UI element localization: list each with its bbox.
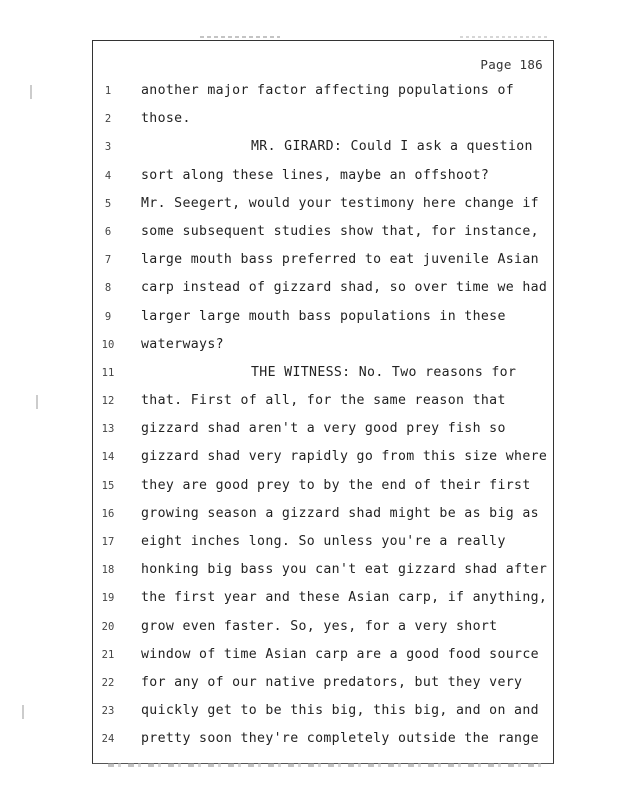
transcript-line bbox=[93, 697, 553, 725]
line-text: larger large mouth bass populations in these bbox=[141, 308, 506, 324]
line-number: 12 bbox=[101, 395, 115, 408]
line-text: THE WITNESS: No. Two reasons for bbox=[251, 364, 517, 380]
transcript-line bbox=[93, 190, 553, 218]
transcript-line bbox=[93, 105, 553, 133]
line-number: 5 bbox=[104, 197, 112, 210]
line-number: 10 bbox=[101, 338, 115, 351]
line-number: 23 bbox=[101, 705, 115, 718]
page-number: Page 186 bbox=[480, 57, 543, 72]
line-number: 6 bbox=[104, 225, 112, 238]
line-text: Mr. Seegert, would your testimony here change if bbox=[141, 195, 539, 211]
transcript-line bbox=[93, 415, 553, 443]
line-text: the first year and these Asian carp, if anything, bbox=[141, 590, 548, 606]
scan-mark-left-2 bbox=[36, 395, 38, 409]
transcript-line bbox=[93, 584, 553, 612]
line-number: 18 bbox=[101, 564, 115, 577]
scan-mark-left-3 bbox=[22, 705, 24, 719]
scan-mark-left-1 bbox=[30, 85, 32, 99]
transcript-line bbox=[93, 669, 553, 697]
transcript-body bbox=[93, 77, 553, 754]
transcript-line bbox=[93, 303, 553, 331]
line-number: 3 bbox=[104, 141, 112, 154]
transcript-line bbox=[93, 387, 553, 415]
line-text: those. bbox=[141, 111, 191, 127]
line-text: eight inches long. So unless you're a really bbox=[141, 534, 506, 549]
transcript-line bbox=[93, 246, 553, 274]
transcript-line bbox=[93, 274, 553, 302]
line-text: large mouth bass preferred to eat juvenile Asian bbox=[141, 252, 539, 268]
line-text: that. First of all, for the same reason that bbox=[141, 393, 506, 409]
transcript-line bbox=[93, 162, 553, 190]
line-text: pretty soon they're completely outside the range bbox=[141, 731, 539, 747]
transcript-line bbox=[93, 77, 553, 105]
line-text: some subsequent studies show that, for instance, bbox=[141, 223, 539, 239]
transcript-line bbox=[93, 725, 553, 753]
transcript-line bbox=[93, 443, 553, 471]
transcript-page bbox=[92, 40, 554, 764]
line-number: 20 bbox=[101, 620, 115, 633]
line-number: 15 bbox=[101, 479, 115, 492]
line-text: sort along these lines, maybe an offshoot? bbox=[141, 167, 490, 183]
line-number: 16 bbox=[101, 507, 115, 520]
line-number: 24 bbox=[101, 733, 115, 746]
line-number: 4 bbox=[104, 169, 112, 182]
transcript-line bbox=[93, 528, 553, 556]
transcript-line bbox=[93, 359, 553, 387]
line-number: 1 bbox=[104, 85, 112, 97]
transcript-line bbox=[93, 133, 553, 161]
scan-artifact-top-right bbox=[460, 36, 550, 38]
line-number: 8 bbox=[104, 282, 112, 295]
line-number: 22 bbox=[101, 676, 115, 689]
line-text: honking big bass you can't eat gizzard shad after bbox=[141, 562, 548, 578]
transcript-line bbox=[93, 613, 553, 641]
line-text: they are good prey to by the end of their first bbox=[141, 477, 531, 493]
line-text: another major factor affecting populations of bbox=[141, 83, 515, 98]
transcript-line bbox=[93, 331, 553, 359]
line-number: 2 bbox=[104, 113, 112, 126]
line-number: 9 bbox=[104, 310, 112, 323]
transcript-line bbox=[93, 556, 553, 584]
line-number: 7 bbox=[104, 254, 112, 267]
line-text: waterways? bbox=[141, 336, 224, 352]
line-number: 13 bbox=[101, 423, 115, 436]
transcript-line bbox=[93, 218, 553, 246]
line-text: quickly get to be this big, this big, and on and bbox=[141, 703, 539, 719]
line-number: 17 bbox=[101, 536, 115, 548]
line-text: for any of our native predators, but they very bbox=[141, 674, 523, 690]
line-number: 11 bbox=[101, 366, 115, 379]
transcript-line bbox=[93, 500, 553, 528]
line-text: gizzard shad very rapidly go from this size where bbox=[141, 449, 548, 465]
line-text: grow even faster. So, yes, for a very short bbox=[141, 618, 498, 634]
scan-artifact-bottom bbox=[108, 763, 548, 767]
line-text: growing season a gizzard shad might be as big as bbox=[141, 505, 539, 521]
line-number: 19 bbox=[101, 592, 115, 605]
transcript-line bbox=[93, 641, 553, 669]
transcript-line bbox=[93, 472, 553, 500]
line-text: gizzard shad aren't a very good prey fish so bbox=[141, 421, 506, 437]
line-number: 21 bbox=[101, 648, 115, 661]
line-number: 14 bbox=[101, 451, 115, 464]
line-text: MR. GIRARD: Could I ask a question bbox=[251, 139, 533, 155]
line-text: window of time Asian carp are a good food source bbox=[141, 646, 539, 662]
line-text: carp instead of gizzard shad, so over time we had bbox=[141, 280, 548, 296]
scan-artifact-top-left bbox=[200, 36, 280, 38]
